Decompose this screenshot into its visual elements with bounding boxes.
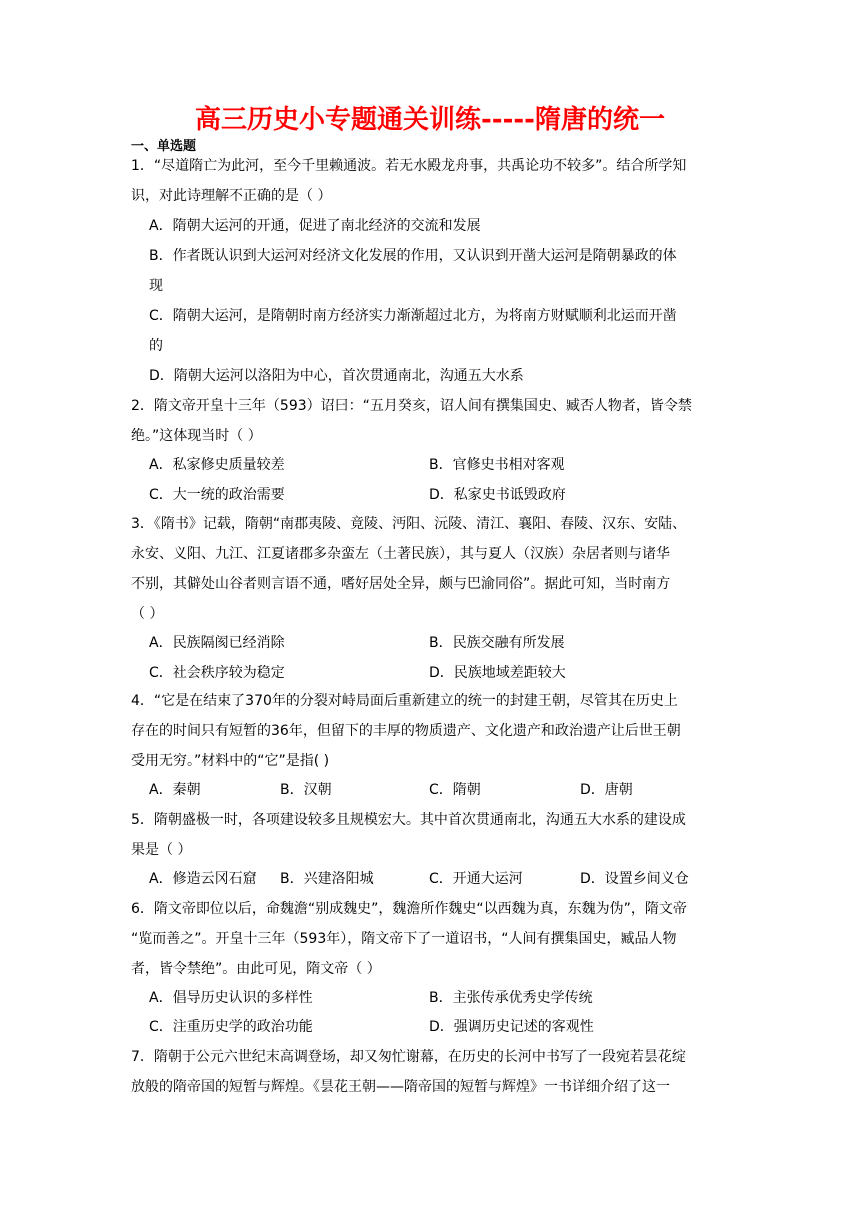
- page-title: 高三历史小专题通关训练-----隋唐的统一: [195, 105, 665, 135]
- question-7-line-1: 7．隋朝于公元六世纪末高调登场，却又匆忙谢幕，在历史的长河中书写了一段宛若昙花绽: [131, 1049, 686, 1065]
- question-2-line-1: 2．隋文帝开皇十三年（593）诏曰：“五月癸亥，诏人间有撰集国史、臧否人物者，皆令禁: [131, 398, 692, 414]
- question-1-option-a: A．隋朝大运河的开通，促进了南北经济的交流和发展: [149, 218, 481, 234]
- question-1-line-1: 1．“尽道隋亡为此河，至今千里赖通波。若无水殿龙舟事，共禹论功不较多”。结合所学知: [131, 158, 687, 174]
- question-4-line-2: 存在的时间只有短暂的36年，但留下的丰厚的物质遗产、文化遗产和政治遗产让后世王朝: [131, 723, 681, 739]
- question-1-option-b-cont: 现: [149, 278, 163, 294]
- question-6-option-d: D．强调历史记述的客观性: [429, 1019, 594, 1035]
- question-6-line-1: 6．隋文帝即位以后，命魏澹“别成魏史”，魏澹所作魏史“以西魏为真，东魏为伪”，隋文帝: [131, 901, 687, 917]
- question-3-line-2: 永安、义阳、九江、江夏诸郡多杂蛮左（土著民族），其与夏人（汉族）杂居者则与诸华: [131, 546, 670, 562]
- question-3-option-a: A．民族隔阂已经消除: [149, 635, 285, 651]
- question-4-line-3: 受用无穷。”材料中的“它”是指( ): [131, 753, 330, 769]
- question-3-line-1: 3．《隋书》记载，隋朝“南郡夷陵、竟陵、沔阳、沅陵、清江、襄阳、春陵、汉东、安陆、: [131, 516, 687, 532]
- question-1-line-2: 识，对此诗理解不正确的是（ ）: [131, 188, 332, 204]
- question-3-line-4: （ ）: [131, 606, 164, 622]
- question-4-line-1: 4．“它是在结束了370年的分裂对峙局面后重新建立的统一的封建王朝，尽管其在历史上: [131, 693, 678, 709]
- question-2-option-d: D．私家史书诋毁政府: [429, 487, 566, 503]
- question-6-option-a: A．倡导历史认识的多样性: [149, 990, 313, 1006]
- question-3-option-b: B．民族交融有所发展: [429, 635, 565, 651]
- question-4-option-a: A．秦朝: [149, 782, 201, 798]
- question-6-line-2: “览而善之”。开皇十三年（593年），隋文帝下了一道诏书，“人间有撰集国史，臧品人物: [131, 931, 677, 947]
- question-3-option-c: C．社会秩序较为稳定: [149, 665, 285, 681]
- question-2-option-c: C．大一统的政治需要: [149, 487, 285, 503]
- question-2-option-a: A．私家修史质量较差: [149, 457, 285, 473]
- section-heading: 一、单选题: [131, 139, 197, 154]
- question-3-option-d: D．民族地域差距较大: [429, 665, 566, 681]
- question-1-option-b: B．作者既认识到大运河对经济文化发展的作用，又认识到开凿大运河是隋朝暴政的体: [149, 248, 677, 264]
- question-5-option-b: B．兴建洛阳城: [280, 871, 374, 887]
- question-3-line-3: 不别，其僻处山谷者则言语不通，嗜好居处全异，颇与巴渝同俗”。据此可知，当时南方: [131, 576, 671, 592]
- question-5-option-a: A．修造云冈石窟: [149, 871, 257, 887]
- question-5-line-1: 5．隋朝盛极一时，各项建设较多且规模宏大。其中首次贯通南北，沟通五大水系的建设成: [131, 812, 686, 828]
- question-5-option-c: C．开通大运河: [429, 871, 523, 887]
- question-7-line-2: 放般的隋帝国的短暂与辉煌。《昙花王朝——隋帝国的短暂与辉煌》一书详细介绍了这一: [131, 1079, 670, 1095]
- question-5-option-d: D．设置乡间义仓: [580, 871, 689, 887]
- question-1-option-c: C．隋朝大运河，是隋朝时南方经济实力渐渐超过北方，为将南方财赋顺利北运而开凿: [149, 308, 677, 324]
- question-5-line-2: 果是（ ）: [131, 842, 192, 858]
- question-4-option-d: D．唐朝: [580, 782, 633, 798]
- question-6-option-b: B．主张传承优秀史学传统: [429, 990, 593, 1006]
- question-1-option-c-cont: 的: [149, 338, 163, 354]
- question-6-option-c: C．注重历史学的政治功能: [149, 1019, 313, 1035]
- question-6-line-3: 者，皆令禁绝”。由此可见，隋文帝（ ）: [131, 961, 381, 977]
- question-2-line-2: 绝。”这体现当时（ ）: [131, 428, 262, 444]
- question-4-option-b: B．汉朝: [280, 782, 332, 798]
- question-1-option-d: D．隋朝大运河以洛阳为中心，首次贯通南北，沟通五大水系: [149, 368, 524, 384]
- question-4-option-c: C．隋朝: [429, 782, 481, 798]
- question-2-option-b: B．官修史书相对客观: [429, 457, 565, 473]
